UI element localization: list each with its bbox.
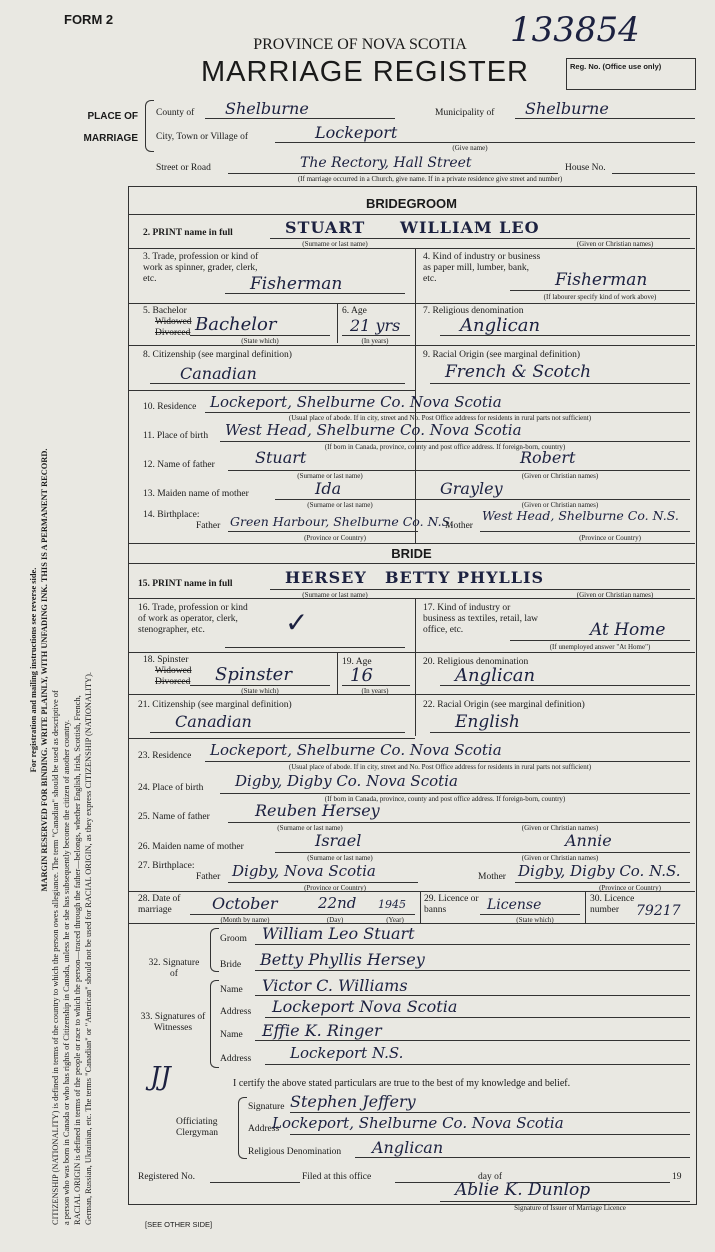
groom-mother-surname-cap: (Surname or last name)	[307, 501, 373, 509]
issuer-line	[440, 1201, 690, 1202]
bride-trade: ✓	[285, 606, 309, 639]
w2-address-line	[265, 1064, 690, 1065]
page-title: MARRIAGE REGISTER	[201, 56, 529, 88]
bride-heading: BRIDE	[391, 546, 432, 561]
clergy-signature: Stephen Jeffery	[290, 1092, 416, 1111]
groom-name-line	[270, 238, 690, 239]
w2-address: Lockeport N.S.	[290, 1044, 404, 1062]
groom-status-line	[190, 335, 330, 336]
w1-name: Victor C. Williams	[262, 976, 408, 995]
bride-citizenship: Canadian	[175, 712, 252, 731]
bride-residence-line	[205, 761, 690, 762]
groom-father-bp-line	[228, 531, 418, 532]
marriage-month: October	[212, 894, 278, 913]
groom-religion-label: 7. Religious denomination	[423, 306, 524, 316]
city-value: Lockeport	[315, 123, 398, 142]
groom-age-line	[342, 335, 410, 336]
marriage-day: 22nd	[318, 894, 357, 912]
bride-signature: Betty Phyllis Hersey	[260, 950, 425, 969]
bride-industry-line	[510, 640, 690, 641]
county-value: Shelburne	[225, 99, 309, 118]
give-name-caption: (Give name)	[452, 144, 488, 152]
bride-mother-label: 26. Maiden name of mother	[138, 842, 244, 852]
bride-status-line	[190, 685, 330, 686]
registered-line	[210, 1182, 300, 1183]
status-divorced: Divorced	[155, 328, 191, 338]
city-line	[275, 142, 695, 143]
groom-print-label: 2. PRINT name in full	[143, 228, 233, 238]
bride-status: Spinster	[215, 664, 292, 685]
register-number: 133854	[510, 10, 640, 50]
bride-father-label: 25. Name of father	[138, 812, 210, 822]
street-caption: (If marriage occurred in a Church, give name. If in a private residence give street and number)	[297, 175, 563, 183]
rule	[128, 345, 695, 346]
groom-racial-line	[430, 383, 690, 384]
groom-trade: Fisherman	[250, 274, 343, 294]
groom-father-line	[228, 470, 690, 471]
groom-industry: Fisherman	[555, 270, 648, 290]
margin-line-6: German, Russian, Ukrainian, etc. The terms "Canadian" or "American" should not be used for RACIAL ORIGIN, as they express CITIZENSHIP (NATIONALITY).	[84, 672, 93, 1225]
marriage-year-cap: (Year)	[386, 916, 404, 924]
city-label: City, Town or Village of	[156, 132, 248, 142]
marriage-date-label: 28. Date of marriage	[138, 894, 181, 915]
bride-given-cap: (Given or Christian names)	[576, 591, 654, 599]
groom-surname-cap: (Surname or last name)	[302, 240, 368, 248]
groom-mother-word: Mother	[445, 521, 473, 531]
bride-mother-surname-cap: (Surname or last name)	[307, 854, 373, 862]
clergy-brace	[238, 1097, 247, 1159]
bride-residence: Lockeport, Shelburne Co. Nova Scotia	[210, 741, 502, 759]
groom-father-surname: Stuart	[255, 448, 307, 467]
rule	[128, 563, 695, 564]
clergy-denomination-line	[355, 1157, 690, 1158]
w1-address-label: Address	[220, 1007, 252, 1017]
w1-name-line	[255, 995, 690, 996]
bride-mother-surname: Israel	[315, 831, 362, 850]
rule	[128, 694, 695, 695]
groom-signature: William Leo Stuart	[262, 924, 415, 943]
groom-birth-line	[220, 441, 690, 442]
rule	[128, 738, 415, 739]
status-spinster: 18. Spinster	[143, 655, 189, 665]
bride-surname: HERSEY	[285, 568, 367, 587]
groom-birth-label: 11. Place of birth	[143, 431, 209, 441]
marriage-day-cap: (Day)	[326, 916, 344, 924]
bride-racial-line	[430, 732, 690, 733]
bride-age-label: 19. Age	[342, 657, 372, 667]
rule	[128, 543, 695, 544]
groom-status-label	[143, 306, 192, 339]
groom-residence: Lockeport, Shelburne Co. Nova Scotia	[210, 393, 502, 411]
groom-father-given-cap: (Given or Christian names)	[521, 472, 599, 480]
certify-text: I certify the above stated particulars are true to the best of my knowledge and belief.	[233, 1078, 571, 1089]
bride-trade-label: 16. Trade, profession or kind of work as operator, clerk, stenographer, etc.	[138, 603, 248, 635]
bride-mother-line	[275, 852, 690, 853]
bride-industry-cap: (If unemployed answer "At Home")	[549, 643, 651, 651]
groom-state-which: (State which)	[241, 337, 279, 345]
bride-state-which: (State which)	[241, 687, 279, 695]
licence-number: 79217	[636, 903, 681, 919]
w2-address-label: Address	[220, 1054, 252, 1064]
groom-given-cap: (Given or Christian names)	[576, 240, 654, 248]
groom-mother-surname: Ida	[315, 479, 342, 498]
form-number: FORM 2	[64, 12, 114, 27]
bride-birthplace-label: 27. Birthplace:	[138, 861, 195, 871]
bride-father-bp-line	[228, 882, 418, 883]
street-line	[228, 173, 558, 174]
bride-birth: Digby, Digby Co. Nova Scotia	[235, 772, 458, 790]
clergy-signature-line	[290, 1112, 690, 1113]
w1-name-label: Name	[220, 985, 243, 995]
w2-name-label: Name	[220, 1030, 243, 1040]
bride-mother-birthplace: Digby, Digby Co. N.S.	[518, 862, 681, 880]
margin-line-2: MARGIN RESERVED FOR BINDING. WRITE PLAINLY, WITH UNFADING INK. THIS IS A PERMANENT RECORD.	[40, 448, 49, 892]
rule	[128, 214, 695, 215]
w2-name-line	[255, 1040, 690, 1041]
margin-line-3: CITIZENSHIP (NATIONALITY) is defined in terms of the country to which the person owes allegiance. The term "Canadian" should be used as descriptive of	[51, 690, 60, 1225]
county-label: County of	[156, 108, 195, 118]
margin-instructions	[28, 115, 94, 1225]
bride-sig-label: Bride	[220, 960, 242, 970]
municipality-label: Municipality of	[435, 108, 495, 118]
bride-residence-cap: (Usual place of abode. If in city, street and No. Post Office address for residents in rural parts not sufficient)	[288, 763, 592, 771]
rule	[415, 598, 416, 736]
bride-birth-label: 24. Place of birth	[138, 783, 204, 793]
groom-birth-cap: (If born in Canada, province, county and post office address. If foreign-born, country)	[324, 443, 566, 451]
w1-address-line	[265, 1017, 690, 1018]
place-brace	[145, 100, 154, 152]
groom-status: Bachelor	[195, 314, 277, 335]
rule	[128, 248, 695, 249]
see-other-side: [SEE OTHER SIDE]	[145, 1220, 213, 1229]
place-label: PLACE OF MARRIAGE	[83, 111, 138, 144]
groom-mother-bp-line	[480, 531, 690, 532]
province-heading: PROVINCE OF NOVA SCOTIA	[253, 36, 467, 53]
county-line	[205, 118, 395, 119]
groom-father-birthplace: Green Harbour, Shelburne Co. N.S.	[230, 514, 454, 529]
reg-no-label: Reg. No. (Office use only)	[570, 62, 662, 71]
groom-birthplace-label: 14. Birthplace:	[143, 510, 200, 520]
groom-age: 21 yrs	[350, 316, 401, 335]
groom-mother-prov-cap: (Province or Country)	[579, 534, 641, 542]
groom-mother-label: 13. Maiden name of mother	[143, 489, 249, 499]
bride-father-surname: Reuben Hersey	[255, 801, 380, 820]
licence-state-which: (State which)	[516, 916, 554, 924]
sig-32-label: 32. Signature of	[148, 958, 200, 979]
groom-given: WILLIAM LEO	[400, 218, 540, 237]
groom-father-word: Father	[196, 521, 221, 531]
bride-mother-given: Annie	[565, 831, 612, 850]
groom-birth: West Head, Shelburne Co. Nova Scotia	[225, 421, 522, 439]
groom-father-prov-cap: (Province or Country)	[304, 534, 366, 542]
sig-33-brace	[210, 980, 219, 1068]
bride-father-prov-cap: (Province or Country)	[304, 884, 366, 892]
rule	[128, 303, 695, 304]
groom-racial: French & Scotch	[445, 362, 592, 382]
margin-line-1: For registration and mailing instructions see reverse side.	[29, 567, 38, 773]
day-of-label: day of	[478, 1172, 503, 1182]
bride-print-label: 15. PRINT name in full	[138, 579, 233, 589]
street-label: Street or Road	[156, 163, 211, 173]
licence-value: License	[487, 897, 542, 913]
bride-sig-line	[255, 970, 690, 971]
groom-trade-label: 3. Trade, profession or kind of work as spinner, grader, clerk, etc.	[143, 252, 259, 284]
sig-32-brace	[210, 928, 219, 972]
bride-industry-label: 17. Kind of industry or business as textiles, retail, law office, etc.	[423, 603, 539, 635]
bride-mother-bp-line	[515, 882, 690, 883]
clergy-signature-label: Signature	[248, 1102, 285, 1112]
clergy-address: Lockeport, Shelburne Co. Nova Scotia	[272, 1114, 564, 1132]
groom-racial-label: 9. Racial Origin (see marginal definition)	[423, 350, 581, 360]
margin-line-4: a person who was born in Canada or who has rights of Citizenship in Canada, unless he or she has subsequently become the citizen of another country.	[62, 719, 71, 1225]
status-widowed: Widowed	[155, 317, 192, 327]
marriage-year: 1945	[378, 898, 406, 911]
groom-in-years: (In years)	[361, 337, 389, 345]
groom-citizenship-line	[150, 383, 405, 384]
groom-industry-cap: (If labourer specify kind of work above)	[543, 293, 657, 301]
bride-citizenship-line	[150, 732, 405, 733]
bride-racial-label: 22. Racial Origin (see marginal definition)	[423, 700, 585, 710]
sig-33-label: 33. Signatures of Witnesses	[140, 1012, 206, 1033]
groom-industry-label: 4. Kind of industry or business as paper mill, lumber, bank, etc.	[423, 252, 541, 284]
street-value: The Rectory, Hall Street	[300, 155, 472, 171]
house-label: House No.	[565, 163, 606, 173]
rule	[585, 891, 586, 923]
rule	[337, 303, 338, 343]
house-line	[612, 173, 695, 174]
registered-label: Registered No.	[138, 1172, 195, 1182]
groom-mother-given: Grayley	[440, 479, 503, 498]
groom-industry-line	[510, 290, 690, 291]
year-prefix: 19	[672, 1172, 682, 1182]
rule	[128, 598, 695, 599]
bride-father-surname-cap: (Surname or last name)	[277, 824, 343, 832]
bride-residence-label: 23. Residence	[138, 751, 192, 761]
groom-father-surname-cap: (Surname or last name)	[297, 472, 363, 480]
groom-citizenship-label: 8. Citizenship (see marginal definition)	[143, 350, 292, 360]
officiating-label: Officiating Clergyman	[176, 1117, 219, 1138]
groom-mother-birthplace: West Head, Shelburne Co. N.S.	[482, 508, 679, 523]
bride-father-word: Father	[196, 872, 221, 882]
bride-father-line	[228, 822, 690, 823]
w2-name: Effie K. Ringer	[262, 1021, 382, 1040]
rule	[128, 652, 695, 653]
groom-sig-line	[255, 944, 690, 945]
rule	[128, 390, 415, 391]
registrar-initials: JJ	[150, 1062, 171, 1092]
reg-no-box	[566, 58, 696, 90]
groom-age-label: 6. Age	[342, 306, 367, 316]
licence-label: 29. Licence or banns	[424, 894, 479, 915]
groom-residence-label: 10. Residence	[143, 402, 197, 412]
marriage-month-cap: (Month by name)	[220, 916, 270, 924]
issuer-caption: Signature of Issuer of Marriage Licence	[514, 1204, 626, 1212]
licence-line	[480, 914, 580, 915]
status-divorced: Divorced	[155, 677, 191, 687]
bride-mother-given-cap: (Given or Christian names)	[521, 854, 599, 862]
rule	[337, 652, 338, 694]
groom-residence-cap: (Usual place of abode. If in city, street and No. Post Office address for residents in rural parts not sufficient)	[288, 414, 592, 422]
bride-citizenship-label: 21. Citizenship (see marginal definition)	[138, 700, 292, 710]
groom-father-given: Robert	[520, 448, 576, 467]
groom-residence-line	[205, 412, 690, 413]
municipality-value: Shelburne	[525, 99, 609, 118]
bridegroom-heading: BRIDEGROOM	[366, 196, 457, 211]
bride-mother-word: Mother	[478, 872, 506, 882]
bride-status-label	[143, 655, 192, 688]
bride-given: BETTY PHYLLIS	[385, 568, 545, 587]
bride-industry: At Home	[590, 620, 666, 640]
w1-address: Lockeport Nova Scotia	[272, 997, 458, 1016]
groom-surname: STUART	[285, 218, 366, 237]
bride-birth-cap: (If born in Canada, province, county and post office address. If foreign-born, country)	[324, 795, 566, 803]
status-widowed: Widowed	[155, 666, 192, 676]
marriage-date-line	[190, 914, 415, 915]
margin-line-5: RACIAL ORIGIN is defined in terms of the people or race to which the person—traced through the father—belongs, whether English, Irish, Scottish, French,	[73, 695, 82, 1225]
bride-birth-line	[220, 793, 690, 794]
status-bachelor: 5. Bachelor	[143, 306, 187, 316]
bride-father-given-cap: (Given or Christian names)	[521, 824, 599, 832]
issuer-signature: Ablie K. Dunlop	[455, 1180, 591, 1200]
bride-trade-line	[225, 647, 405, 648]
clergy-denomination: Anglican	[372, 1138, 444, 1157]
municipality-line	[515, 118, 695, 119]
bride-surname-cap: (Surname or last name)	[302, 591, 368, 599]
groom-mother-line	[275, 499, 690, 500]
bride-age: 16	[350, 665, 373, 686]
clergy-address-label: Address	[248, 1124, 280, 1134]
groom-religion: Anglican	[460, 315, 541, 336]
bride-in-years: (In years)	[361, 687, 389, 695]
bride-racial: English	[455, 712, 520, 732]
filed-label: Filed at this office	[302, 1172, 372, 1182]
bride-father-birthplace: Digby, Nova Scotia	[232, 862, 376, 880]
groom-citizenship: Canadian	[180, 364, 257, 383]
clergy-address-line	[290, 1134, 690, 1135]
bride-mother-prov-cap: (Province or Country)	[599, 884, 661, 892]
bride-religion: Anglican	[455, 665, 536, 686]
groom-mother-given-cap: (Given or Christian names)	[521, 501, 599, 509]
bride-religion-label: 20. Religious denomination	[423, 657, 529, 667]
rule	[128, 891, 695, 892]
clergy-denomination-label: Religious Denomination	[248, 1147, 342, 1157]
rule	[420, 891, 421, 923]
bride-name-line	[270, 589, 690, 590]
licence-number-label: 30. Licence number	[590, 894, 635, 915]
groom-sig-label: Groom	[220, 934, 247, 944]
groom-father-label: 12. Name of father	[143, 460, 215, 470]
